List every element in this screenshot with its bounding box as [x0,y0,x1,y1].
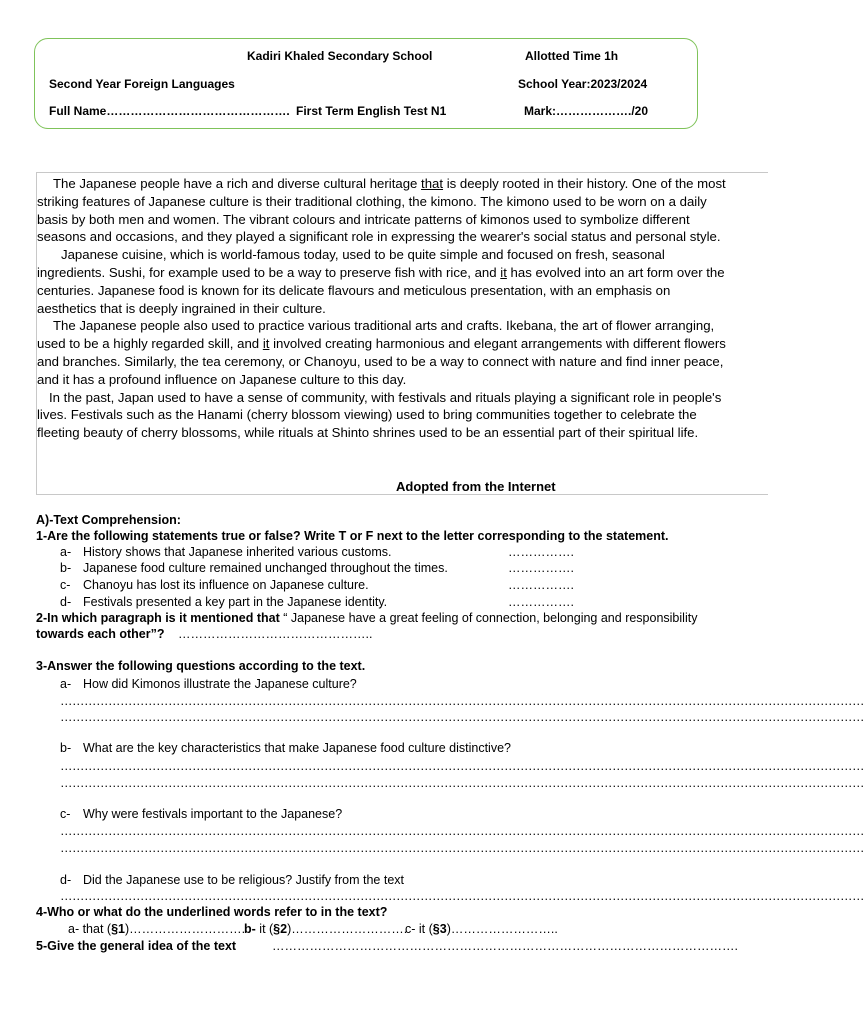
underlined-it-2: it [262,336,270,352]
q1-blank-b[interactable]: ……………. [508,561,574,575]
paragraph-3: The Japanese people also used to practice various traditional arts and crafts. Ikebana, the art of flower arranging, used to be a highly regarded skill, and it involved creating harmonious and elegant arrangements with different flowers and branches. Similarly, the tea ceremony, or Chanoyu, used to be a way to connect with nature and find inner peace, and it has a profound influence on Japanese culture to this day. [37,318,726,387]
passage-source: Adopted from the Internet [396,479,556,494]
reading-passage [36,172,768,495]
q4-title: 4-Who or what do the underlined words refer to in the text? [36,905,388,919]
q1-item-b: b- Japanese food culture remained unchanged throughout the times. [60,561,448,575]
q1-item-a: a- History shows that Japanese inherited various customs. [60,545,392,559]
q5-title: 5-Give the general idea of the text [36,939,237,953]
q4-item-c[interactable]: c- it (§3)…………………….. [405,922,558,936]
q2-line-2: towards each other”? [36,627,165,641]
full-name-field: Full Name………………………………………. [49,104,290,118]
q3-title: 3-Answer the following questions according to the text. [36,659,366,673]
answer-line[interactable]: ………………………………………………………………………………………………………………………………………………………………………………… [60,694,864,708]
q4-item-b[interactable]: b- it (§2)………………………. [244,922,408,936]
allotted-time: Allotted Time 1h [525,49,619,63]
answer-line[interactable]: ………………………………………………………………………………………………………………………………………………………………………………… [60,710,864,724]
q3-question-a: a- How did Kimonos illustrate the Japanese culture? [60,677,357,691]
q1-item-d: d- Festivals presented a key part in the Japanese identity. [60,595,388,609]
mark-field: Mark:………………./20 [524,104,649,118]
test-title: First Term English Test N1 [296,104,447,118]
underlined-that: that [421,176,444,191]
school-name: Kadiri Khaled Secondary School [247,49,433,63]
answer-line[interactable]: ………………………………………………………………………………………………………………………………………………………………………………… [60,759,864,773]
answer-line[interactable]: ………………………………………………………………………………………………………………………………………………………………………………… [60,889,864,903]
q2-line-1: 2-In which paragraph is it mentioned that “ Japanese have a great feeling of connection, belonging and responsibility [36,611,698,625]
q5-answer-blank[interactable]: …………………………………………………………………………………………………. [272,939,738,953]
q2-answer-blank[interactable]: ……………………………………….. [178,627,373,641]
section-title: A)-Text Comprehension: [36,513,181,527]
q3-question-c: c- Why were festivals important to the Japanese? [60,807,343,821]
class-name: Second Year Foreign Languages [49,77,235,91]
q3-question-b: b- What are the key characteristics that make Japanese food culture distinctive? [60,741,511,755]
answer-line[interactable]: ………………………………………………………………………………………………………………………………………………………………………………… [60,841,864,855]
q3-question-d: d- Did the Japanese use to be religious? Justify from the text [60,873,405,887]
answer-line[interactable]: ………………………………………………………………………………………………………………………………………………………………………………… [60,776,864,790]
school-year: School Year:2023/2024 [518,77,648,91]
q1-title: 1-Are the following statements true or false? Write T or F next to the letter corresponding to the statement. [36,529,669,543]
q4-item-a[interactable]: a- that (§1)………………………. [68,922,246,936]
q1-blank-a[interactable]: ……………. [508,545,574,559]
answer-line[interactable]: ………………………………………………………………………………………………………………………………………………………………………………… [60,824,864,838]
underlined-it-1: it [500,264,507,280]
paragraph-2: Japanese cuisine, which is world-famous today, used to be quite simple and focused on fresh, seasonal ingredients. Sushi, for example used to be a way to preserve fish with rice, and it has evolved into an art form over the centuries. Japanese food is known for its delicate flavours and meticulous presentation, with an emphasis on aesthetics that is deeply ingrained in their culture. [37,247,725,316]
q1-blank-c[interactable]: ……………. [508,578,574,592]
paragraph-4: In the past, Japan used to have a sense of community, with festivals and rituals playing a significant role in people's lives. Festivals such as the Hanami (cherry blossom viewing) used to bring communities together to celebrate the fleeting beauty of cherry blossoms, while rituals at Shinto shrines used to be an essential part of their spiritual life. [37,389,722,441]
q1-item-c: c- Chanoyu has lost its influence on Japanese culture. [60,578,369,592]
q1-blank-d[interactable]: ……………. [508,595,574,609]
paragraph-1: The Japanese people have a rich and diverse cultural heritage that is deeply rooted in their history. One of the most striking features of Japanese culture is their traditional clothing, the kimono. The kimono used to be worn on a daily basis by both men and women. The vibrant colours and intricate patterns of kimonos used to symbolize different seasons and occasions, and they played a significant role in expressing the wearer's social status and personal style. [37,176,726,245]
